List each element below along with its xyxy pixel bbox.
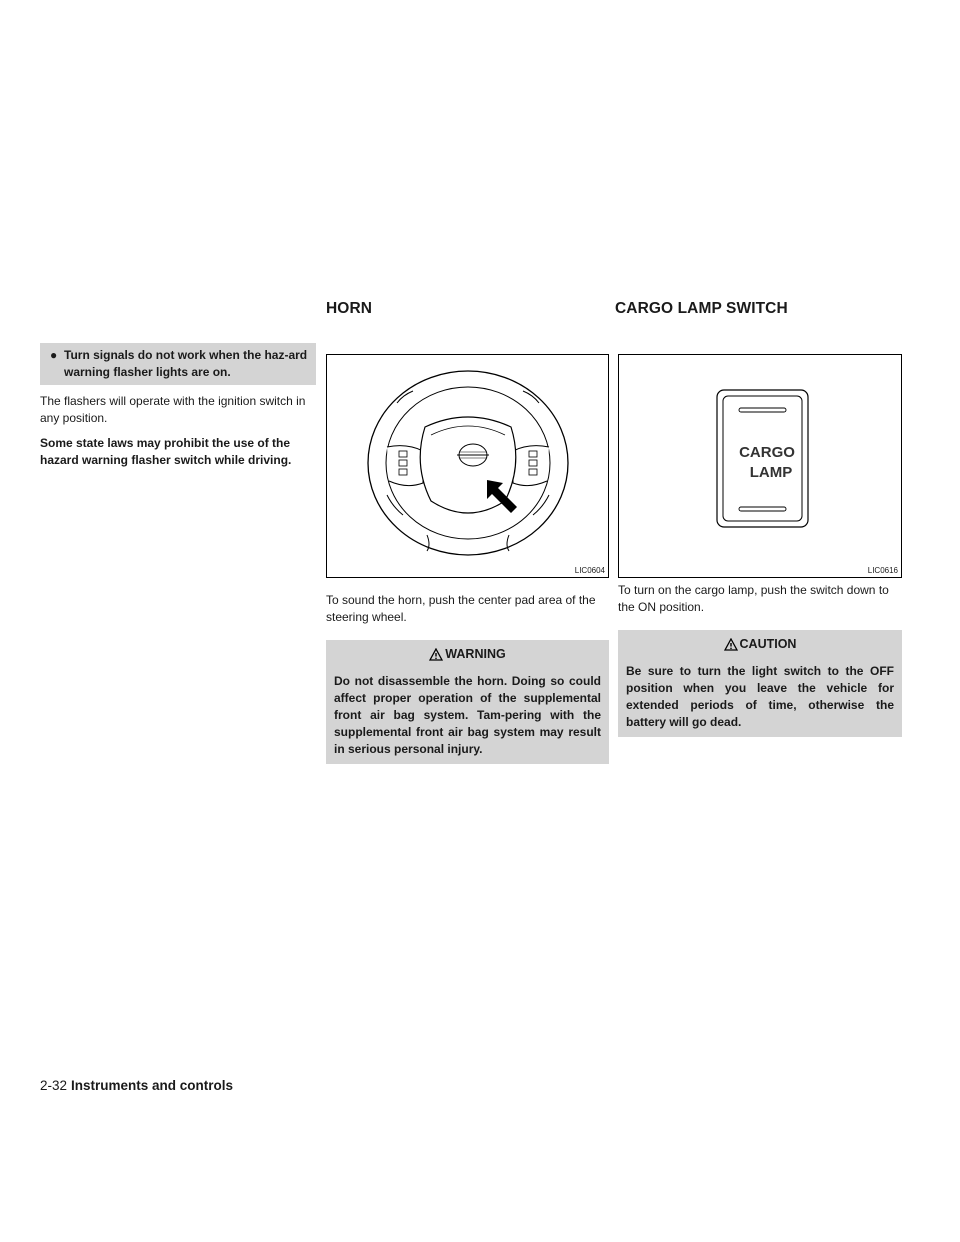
page-number: 2-32 <box>40 1078 68 1093</box>
left-column <box>40 343 316 477</box>
warning-text: Do not disassemble the horn. Doing so could affect proper operation of the supplemental front air bag system. Tam-pering with the supplemental front air bag system may result in serious personal injury. <box>334 674 601 756</box>
figure-code: LIC0616 <box>867 566 898 575</box>
chapter-title: Instruments and controls <box>71 1078 234 1093</box>
caution-text: Be sure to turn the light switch to the OFF position when you leave the vehicle for extended periods of time, otherwise the battery will go dead. <box>626 664 894 729</box>
caution-triangle-icon <box>724 638 738 651</box>
bullet-note <box>40 343 316 385</box>
caution-title-text: CAUTION <box>739 637 797 651</box>
warning-title-text: WARNING <box>445 647 506 661</box>
cargo-column <box>618 582 902 737</box>
steering-wheel-icon <box>327 355 608 577</box>
warning-title <box>334 646 601 663</box>
switch-label-line2: LAMP <box>749 464 793 481</box>
cargo-lamp-switch-heading: CARGO LAMP SWITCH <box>615 300 788 317</box>
horn-instruction: To sound the horn, push the center pad area of the steering wheel. <box>326 593 596 624</box>
cargo-lamp-switch-icon <box>619 355 901 577</box>
warning-box <box>326 640 609 764</box>
page-footer <box>40 1078 233 1093</box>
bullet-text: Turn signals do not work when the haz-ard warning flasher lights are on. <box>64 348 308 379</box>
switch-label-line1: CARGO <box>739 444 795 461</box>
horn-column <box>326 592 609 764</box>
caution-box <box>618 630 902 737</box>
warning-triangle-icon <box>429 648 443 661</box>
bullet-icon: ● <box>50 348 58 362</box>
cargo-lamp-figure <box>618 354 902 578</box>
steering-wheel-figure <box>326 354 609 578</box>
flasher-paragraph: The flashers will operate with the ignition switch in any position. <box>40 394 306 425</box>
horn-heading: HORN <box>326 300 373 317</box>
state-law-paragraph: Some state laws may prohibit the use of the hazard warning flasher switch while driving. <box>40 436 292 467</box>
caution-title <box>626 636 894 653</box>
cargo-instruction: To turn on the cargo lamp, push the switch down to the ON position. <box>618 583 889 614</box>
figure-code: LIC0604 <box>574 566 605 575</box>
